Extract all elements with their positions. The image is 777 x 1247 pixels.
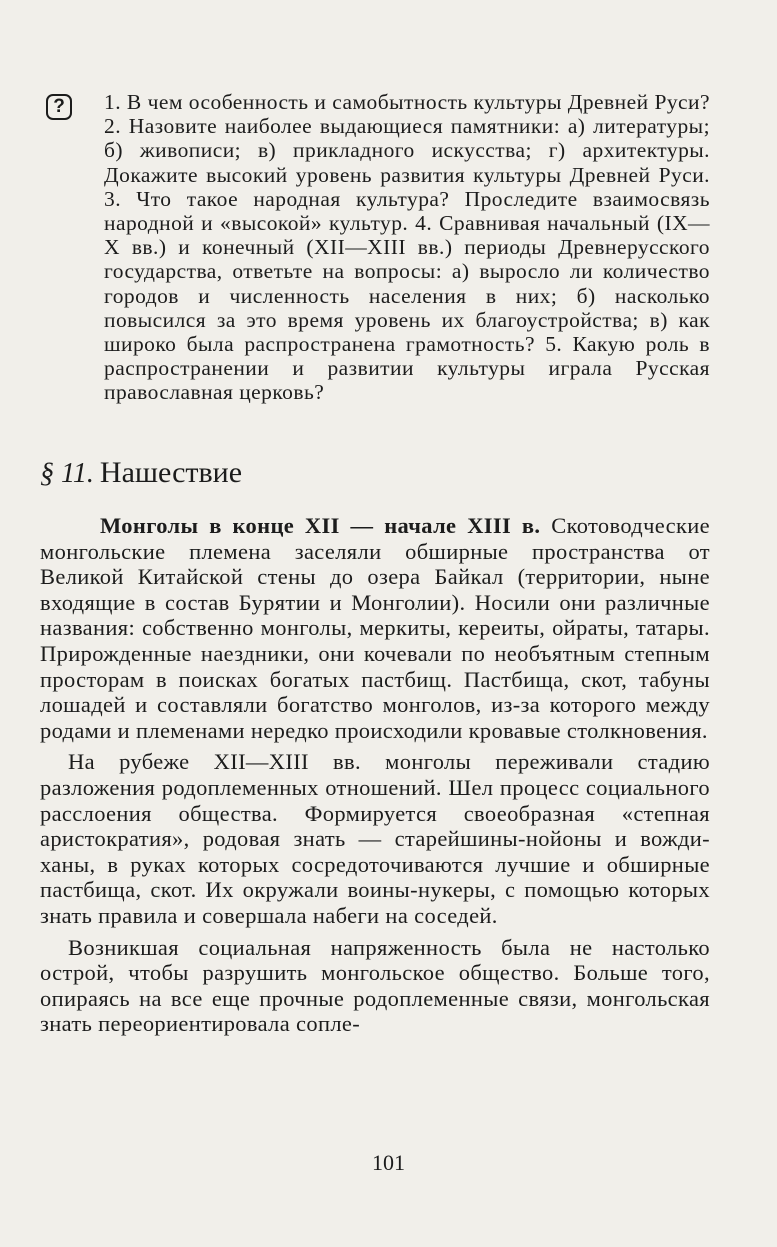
section-heading xyxy=(40,455,720,492)
question-mark-icon: ? xyxy=(46,94,72,120)
paragraph-text: Скотоводческие монгольские племена заселяли обширные пространства от Великой Китайской стены до озера Байкал (территории, ныне входящие в состав Бурятии и Монголии). Носили они различные названия: собственно монголы, меркиты, кереиты, ойраты, татары. Прирожденные наездники, они кочевали по необъятным степным просторам в поисках богатых пастбищ. Пастбища, скот, табуны лошадей и составляли богатство монголов, из-за которого между родами и племенами нередко происходили кровавые столкновения. xyxy=(40,513,710,743)
paragraph: На рубеже XII—XIII вв. монголы переживали стадию разложения родоплеменных отношений. Шел процесс социального расслоения общества. Формируется своеобразная «степная аристократия», родовая знать — старейшины-нойоны и вожди-ханы, в руках которых сосредоточиваются лучшие и обширные пастбища, скот. Их окружали воины-нукеры, с помощью которых знать правила и совершала набеги на соседей. xyxy=(40,749,710,928)
page-number: 101 xyxy=(372,1150,405,1175)
review-questions: 1. В чем особенность и самобытность культуры Древней Руси? 2. Назовите наиболее выдающиеся памятники: а) литературы; б) живописи; в) прикладного искусства; г) архитектуры. Докажите высокий уровень развития культуры Древней Руси. 3. Что такое народная культура? Проследите взаимосвязь народной и «высокой» культур. 4. Сравнивая начальный (IX—X вв.) и конечный (XII—XIII вв.) периоды Древнерусского государства, ответьте на вопросы: а) выросло ли количество городов и численность населения в них; б) насколько повысился за это время уровень их благоустройства; в) как широко была распространена грамотность? 5. Какую роль в распространении и развитии культуры играла Русская православная церковь? xyxy=(104,90,710,405)
paragraph xyxy=(40,513,710,743)
section-number: § 11. xyxy=(40,458,94,489)
section-title: Нашествие xyxy=(99,456,243,489)
paragraph: Возникшая социальная напряженность была не настолько острой, чтобы разрушить монгольское общество. Больше того, опираясь на все еще прочные родоплеменные связи, монгольская знать переориентировала сопле- xyxy=(40,934,710,1037)
section-body xyxy=(40,513,710,1043)
paragraph-lead-heading: Монголы в конце XII — начале XIII в. xyxy=(100,513,541,538)
